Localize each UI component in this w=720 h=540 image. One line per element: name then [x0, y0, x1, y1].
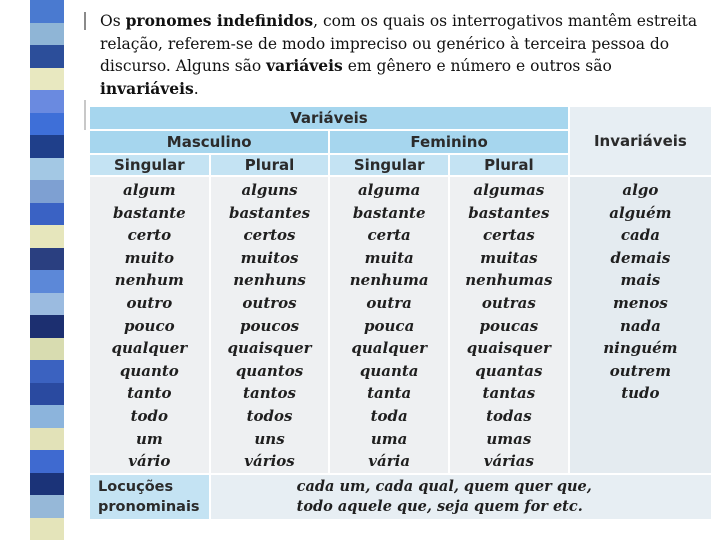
pronoun-word: quanto	[119, 361, 179, 380]
header-masc-plural: Plural	[211, 155, 329, 175]
stripe-segment	[30, 428, 64, 451]
header-fem-plural: Plural	[450, 155, 568, 175]
stripe-segment	[30, 473, 64, 496]
pronoun-word: outro	[126, 293, 173, 312]
pronoun-word: toda	[370, 406, 408, 425]
pronoun-word: quaisquer	[466, 339, 551, 358]
intro-bold-1: pronomes indefinidos	[125, 11, 314, 30]
intro-text-3: em gênero e número e outros são	[342, 57, 612, 75]
column-masc-plural	[211, 177, 329, 473]
pronoun-word: bastantes	[468, 203, 550, 222]
pronoun-word: certos	[243, 226, 296, 245]
locucoes-examples	[211, 475, 711, 519]
stripe-segment	[30, 180, 64, 203]
stripe-segment	[30, 225, 64, 248]
pronoun-word: alguns	[241, 181, 298, 199]
pronoun-word: vário	[128, 452, 171, 471]
stripe-segment	[30, 518, 64, 540]
pronoun-word: nada	[619, 316, 661, 335]
pronoun-word: vários	[244, 452, 295, 471]
locucoes-label-line-2: pronominais	[98, 498, 200, 515]
stripe-segment	[30, 90, 64, 113]
pronoun-word: uns	[254, 429, 285, 448]
stripe-segment	[30, 68, 64, 91]
stripe-segment	[30, 203, 64, 226]
pronoun-word: outra	[366, 293, 412, 312]
pronoun-word: nenhuma	[349, 271, 429, 290]
pronoun-word: algumas	[473, 181, 545, 199]
pronoun-word: outrem	[609, 361, 671, 380]
pronoun-word: poucas	[479, 316, 539, 335]
pronoun-word: outros	[242, 293, 297, 312]
stripe-segment	[30, 338, 64, 361]
intro-paragraph	[100, 10, 700, 100]
pronoun-word: quantos	[235, 361, 304, 380]
pronoun-word: menos	[613, 293, 668, 312]
pronoun-word: bastante	[352, 203, 426, 222]
pronoun-word: algo	[622, 181, 659, 199]
pronoun-word: alguém	[609, 203, 672, 222]
intro-text-2: , com os quais os interrogativos mantêm estreita relação, referem-se de modo impreciso ou genérico à terceira pessoa do discurso. Alguns são	[100, 12, 698, 75]
pronoun-word: tudo	[621, 384, 660, 403]
pronouns-table	[88, 105, 713, 521]
pronoun-word: tanto	[127, 384, 172, 403]
pronoun-word: tantas	[482, 384, 536, 403]
pronoun-word: várias	[483, 452, 534, 471]
pronoun-word: muito	[124, 248, 175, 267]
pronoun-word: uma	[370, 429, 408, 448]
header-masc-singular: Singular	[90, 155, 209, 175]
stripe-segment	[30, 248, 64, 271]
pronoun-word: certo	[127, 226, 172, 245]
header-masculino: Masculino	[90, 131, 328, 153]
pronoun-word: ninguém	[603, 339, 678, 358]
stripe-segment	[30, 450, 64, 473]
stripe-segment	[30, 23, 64, 46]
pronoun-word: alguma	[357, 181, 421, 199]
pronoun-word: muita	[364, 248, 414, 267]
stripe-segment	[30, 0, 64, 23]
stripe-segment	[30, 45, 64, 68]
column-fem-plural	[450, 177, 568, 473]
stripe-segment	[30, 158, 64, 181]
pronoun-word: todos	[246, 406, 293, 425]
pronoun-word: bastante	[112, 203, 186, 222]
pronoun-word: algum	[122, 181, 176, 199]
paragraph-bullet-mark	[84, 12, 86, 30]
pronoun-word: certa	[367, 226, 411, 245]
pronoun-word: mais	[620, 271, 661, 290]
stripe-segment	[30, 293, 64, 316]
pronoun-word: um	[135, 429, 163, 448]
header-feminino: Feminino	[330, 131, 567, 153]
decorative-stripe	[30, 0, 64, 540]
pronoun-word: qualquer	[351, 339, 427, 358]
pronoun-word: quanta	[359, 361, 419, 380]
header-invariaveis: Invariáveis	[570, 107, 711, 175]
pronoun-word: quaisquer	[227, 339, 312, 358]
pronoun-word: qualquer	[111, 339, 188, 358]
pronoun-word: muitas	[480, 248, 538, 267]
intro-bold-3: invariáveis	[100, 78, 194, 98]
pronoun-word: demais	[610, 248, 671, 267]
header-variaveis: Variáveis	[90, 107, 568, 129]
pronoun-word: nenhumas	[465, 271, 553, 290]
pronoun-word: poucos	[240, 316, 300, 335]
stripe-segment	[30, 495, 64, 518]
column-invariaveis	[570, 177, 711, 473]
intro-bold-2: variáveis	[266, 56, 343, 75]
stripe-segment	[30, 270, 64, 293]
stripe-segment	[30, 315, 64, 338]
pronoun-word: todo	[130, 406, 169, 425]
stripe-segment	[30, 113, 64, 136]
locucoes-label-line-1: Locuções	[98, 478, 174, 495]
pronoun-word: tanta	[367, 384, 412, 403]
pronoun-word: outras	[481, 293, 536, 312]
pronoun-word: muitos	[240, 248, 299, 267]
stripe-segment	[30, 360, 64, 383]
locucoes-label	[90, 475, 209, 519]
pronoun-word: todas	[486, 406, 532, 425]
pronoun-word: umas	[486, 429, 532, 448]
column-fem-singular	[330, 177, 448, 473]
pronoun-word: quantas	[475, 361, 543, 380]
pronoun-word: nenhum	[114, 271, 184, 290]
pronoun-word: pouco	[124, 316, 175, 335]
pronoun-word: pouca	[364, 316, 415, 335]
pronoun-word: bastantes	[228, 203, 311, 222]
pronoun-word: cada	[620, 226, 660, 245]
column-masc-singular	[90, 177, 209, 473]
pronoun-word: nenhuns	[233, 271, 306, 290]
divider-mark	[84, 100, 86, 130]
intro-text-1: Os	[100, 12, 126, 30]
stripe-segment	[30, 135, 64, 158]
pronoun-word: certas	[483, 226, 535, 245]
locucoes-line-1: cada um, cada qual, quem quer que,	[296, 477, 592, 495]
pronoun-word: vária	[368, 452, 411, 471]
stripe-segment	[30, 383, 64, 406]
pronoun-word: tantos	[243, 384, 296, 403]
locucoes-line-2: todo aquele que, seja quem for etc.	[296, 497, 583, 515]
stripe-segment	[30, 405, 64, 428]
header-fem-singular: Singular	[330, 155, 448, 175]
intro-text-4: .	[193, 79, 199, 98]
